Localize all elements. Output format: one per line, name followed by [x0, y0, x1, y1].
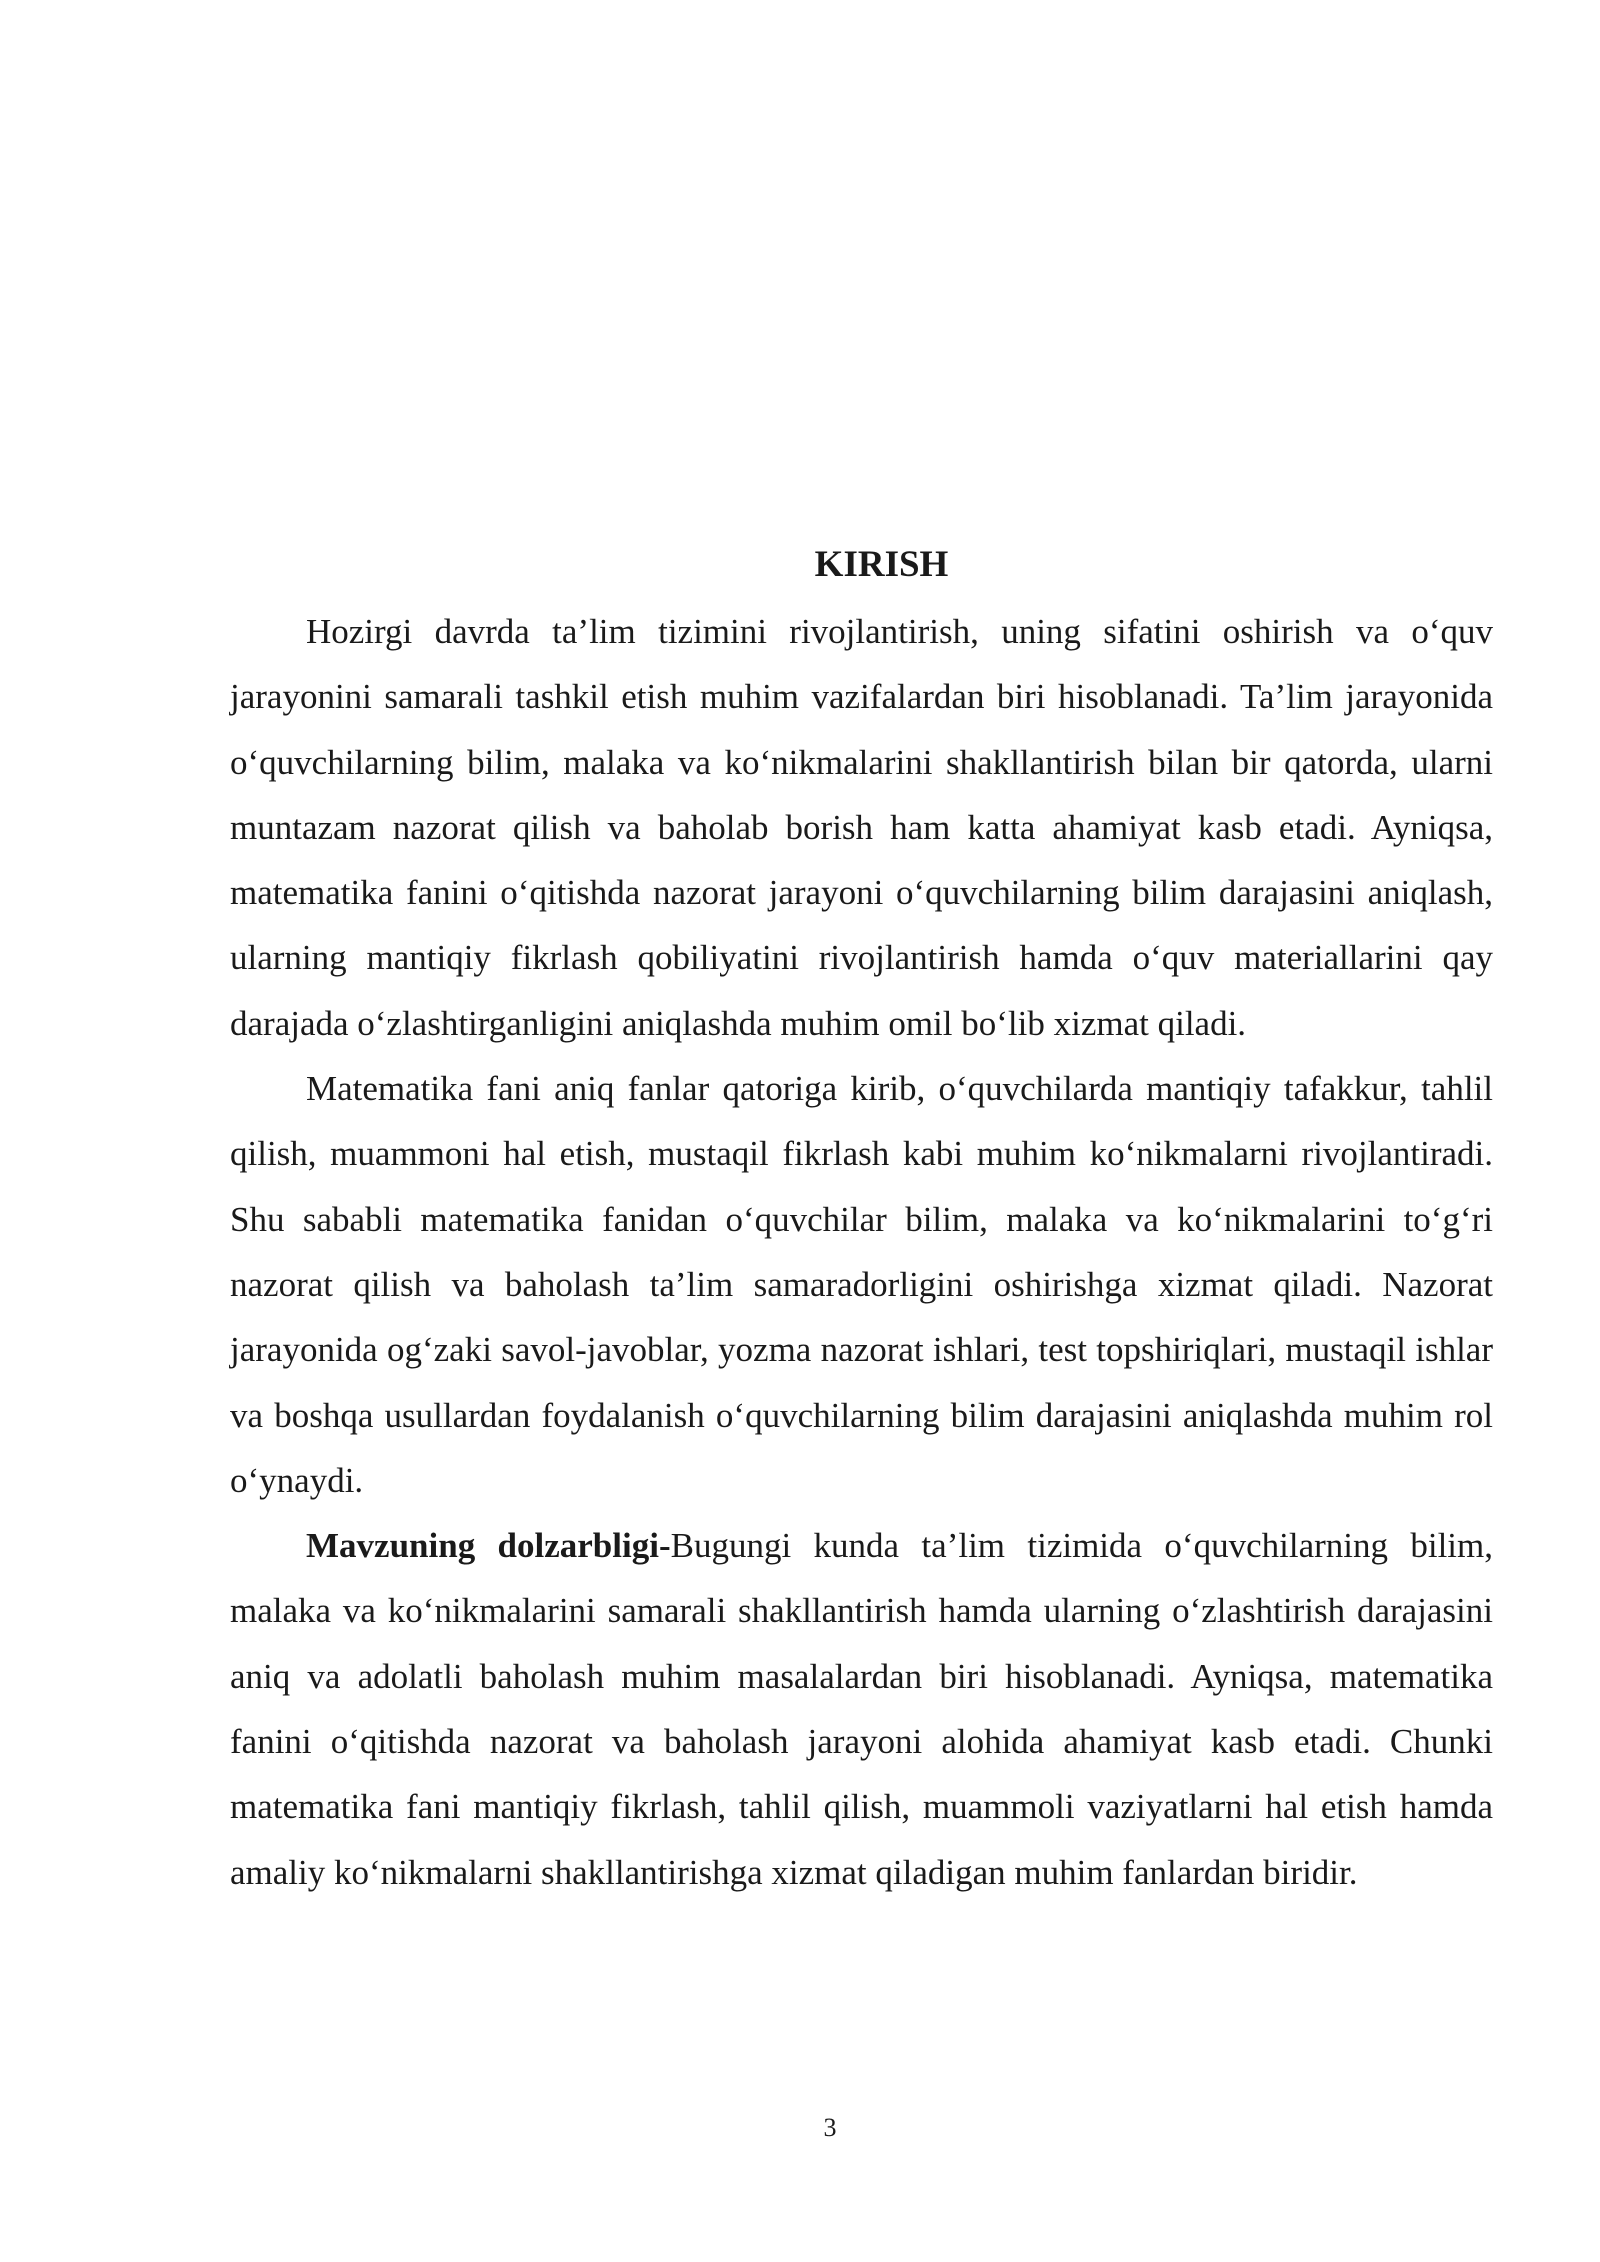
section-heading: KIRISH: [814, 544, 949, 585]
paragraph-relevance: [230, 1513, 1493, 1905]
paragraph-text: Bugungi kunda ta’lim tizimida o‘quvchilarning bilim, malaka va ko‘nikmalarini samarali shakllantirish hamda ularning o‘zlashtirish darajasini aniq va adolatli baholash muhim masalalardan biri hisoblanadi. Ayniqsa, matematika fanini o‘qitishda nazorat va baholash jarayoni alohida ahamiyat kasb etadi. Chunki matematika fani mantiqiy fikrlash, tahlil qilish, muammoli vaziyatlarni hal etish hamda amaliy ko‘nikmalarni shakllantirishga xizmat qiladigan muhim fanlardan biridir.: [230, 1526, 1493, 1892]
page-number: 3: [823, 2113, 837, 2142]
paragraph-text: Matematika fani aniq fanlar qatoriga kirib, o‘quvchilarda mantiqiy tafakkur, tahlil qilish, muammoni hal etish, mustaqil fikrlash kabi muhim ko‘nikmalarni rivojlantiradi. Shu sababli matematika fanidan o‘quvchilar bilim, malaka va ko‘nikmalarini to‘g‘ri nazorat qilish va baholash ta’lim samaradorligini oshirishga xizmat qiladi. Nazorat jarayonida og‘zaki savol-javoblar, yozma nazorat ishlari, test topshiriqlari, mustaqil ishlar va boshqa usullardan foydalanish o‘quvchilarning bilim darajasini aniqlashda muhim rol o‘ynaydi.: [230, 1069, 1493, 1500]
paragraph-intro: [230, 599, 1493, 1056]
page-content: [230, 535, 1493, 1905]
paragraph-text: Hozirgi davrda ta’lim tizimini rivojlantirish, uning sifatini oshirish va o‘quv jarayonini samarali tashkil etish muhim vazifalardan biri hisoblanadi. Ta’lim jarayonida o‘quvchilarning bilim, malaka va ko‘nikmalarini shakllantirish bilan bir qatorda, ularni muntazam nazorat qilish va baholab borish ham katta ahamiyat kasb etadi. Ayniqsa, matematika fanini o‘qitishda nazorat jarayoni o‘quvchilarning bilim darajasini aniqlash, ularning mantiqiy fikrlash qobiliyatini rivojlantirish hamda o‘quv materiallarini qay darajada o‘zlashtirganligini aniqlashda muhim omil bo‘lib xizmat qiladi.: [230, 612, 1493, 1043]
paragraph-bold-lead: Mavzuning dolzarbligi-: [306, 1526, 671, 1566]
paragraph-mathematics: [230, 1056, 1493, 1513]
